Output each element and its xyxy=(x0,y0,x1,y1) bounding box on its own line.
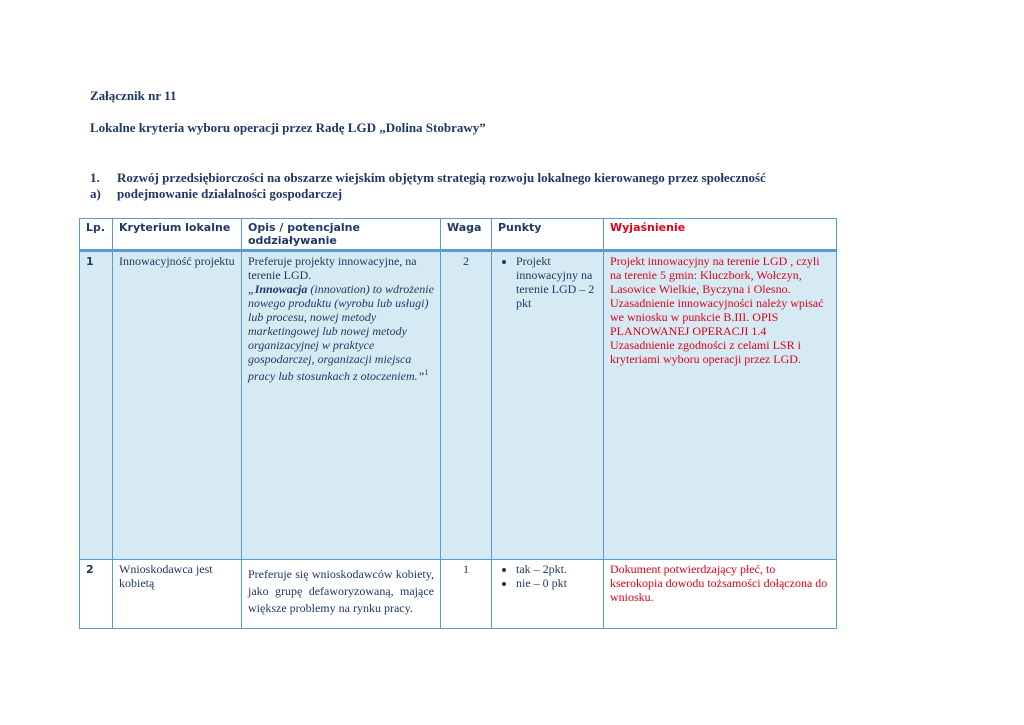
row-number: 2 xyxy=(80,560,113,629)
subsection-heading-a xyxy=(90,186,342,202)
quote-close: ” xyxy=(417,369,425,383)
document-title: Lokalne kryteria wyboru operacji przez Radę LGD „Dolina Stobrawy” xyxy=(90,120,486,135)
criterion-explanation: Dokument potwierdzający płeć, to kserokopia dowodu tożsamości dołączona do wniosku. xyxy=(604,560,837,629)
subsection-text: podejmowanie działalności gospodarczej xyxy=(117,186,343,201)
points-item: • Projekt innowacyjny na terenie LGD – 2 pkt xyxy=(516,254,597,310)
header-waga: Waga xyxy=(441,219,492,251)
subsection-letter: a) xyxy=(90,186,101,201)
criterion-points xyxy=(492,560,604,629)
criterion-explanation: Projekt innowacyjny na terenie LGD , czyli na terenie 5 gmin: Kluczbork, Wołczyn, Lasowice Wielkie, Byczyna i Olesno. Uzasadnienie innowacyjności należy wpisać we wniosku w punkcie B.III. OPIS PLANOWANEJ OPERACJI 1.4 Uzasadnienie zgodności z celami LSR i kryteriami wyboru operacji przez LGD. xyxy=(604,251,837,560)
description-text: Preferuje projekty innowacyjne, na terenie LGD. xyxy=(248,254,417,282)
criterion-name: Wnioskodawca jest kobietą xyxy=(113,560,242,629)
header-opis: Opis / potencjalne oddziaływanie xyxy=(242,219,441,251)
criterion-points xyxy=(492,251,604,560)
section-text: Rozwój przedsiębiorczości na obszarze wiejskim objętym strategią rozwoju lokalnego kierowanego przez społeczność xyxy=(117,170,766,185)
quote-open: „ xyxy=(248,282,255,296)
header-kryterium: Kryterium lokalne xyxy=(113,219,242,251)
header-lp: Lp. xyxy=(80,219,113,251)
criteria-table xyxy=(79,218,837,629)
criterion-description: Preferuje się wnioskodawców kobiety, jako grupę defaworyzowaną, mające większe problemy na rynku pracy. xyxy=(242,560,441,629)
criterion-weight: 1 xyxy=(441,560,492,629)
criterion-description xyxy=(242,251,441,560)
table-row xyxy=(80,251,837,560)
definition-text: (innovation) to wdrożenie nowego produktu (wyrobu lub usługi) lub procesu, nowej metody marketingowej lub nowej metody organizacyjnej w praktyce gospodarczej, organizacji miejsca pracy lub stosunkach z otoczeniem. xyxy=(248,282,434,383)
footnote-marker[interactable]: 1 xyxy=(424,368,429,377)
criterion-name: Innowacyjność projektu xyxy=(113,251,242,560)
header-wyjasnienie: Wyjaśnienie xyxy=(604,219,837,251)
section-heading-1 xyxy=(90,170,766,186)
table-header-row xyxy=(80,219,837,251)
row-number: 1 xyxy=(80,251,113,560)
header-punkty: Punkty xyxy=(492,219,604,251)
annex-number: Załącznik nr 11 xyxy=(90,88,177,103)
criterion-weight: 2 xyxy=(441,251,492,560)
definition-term: Innowacja xyxy=(254,282,308,296)
table-row xyxy=(80,560,837,629)
section-number: 1. xyxy=(90,170,100,185)
points-item: • tak – 2pkt. xyxy=(516,562,597,576)
points-item: • nie – 0 pkt xyxy=(516,576,597,590)
